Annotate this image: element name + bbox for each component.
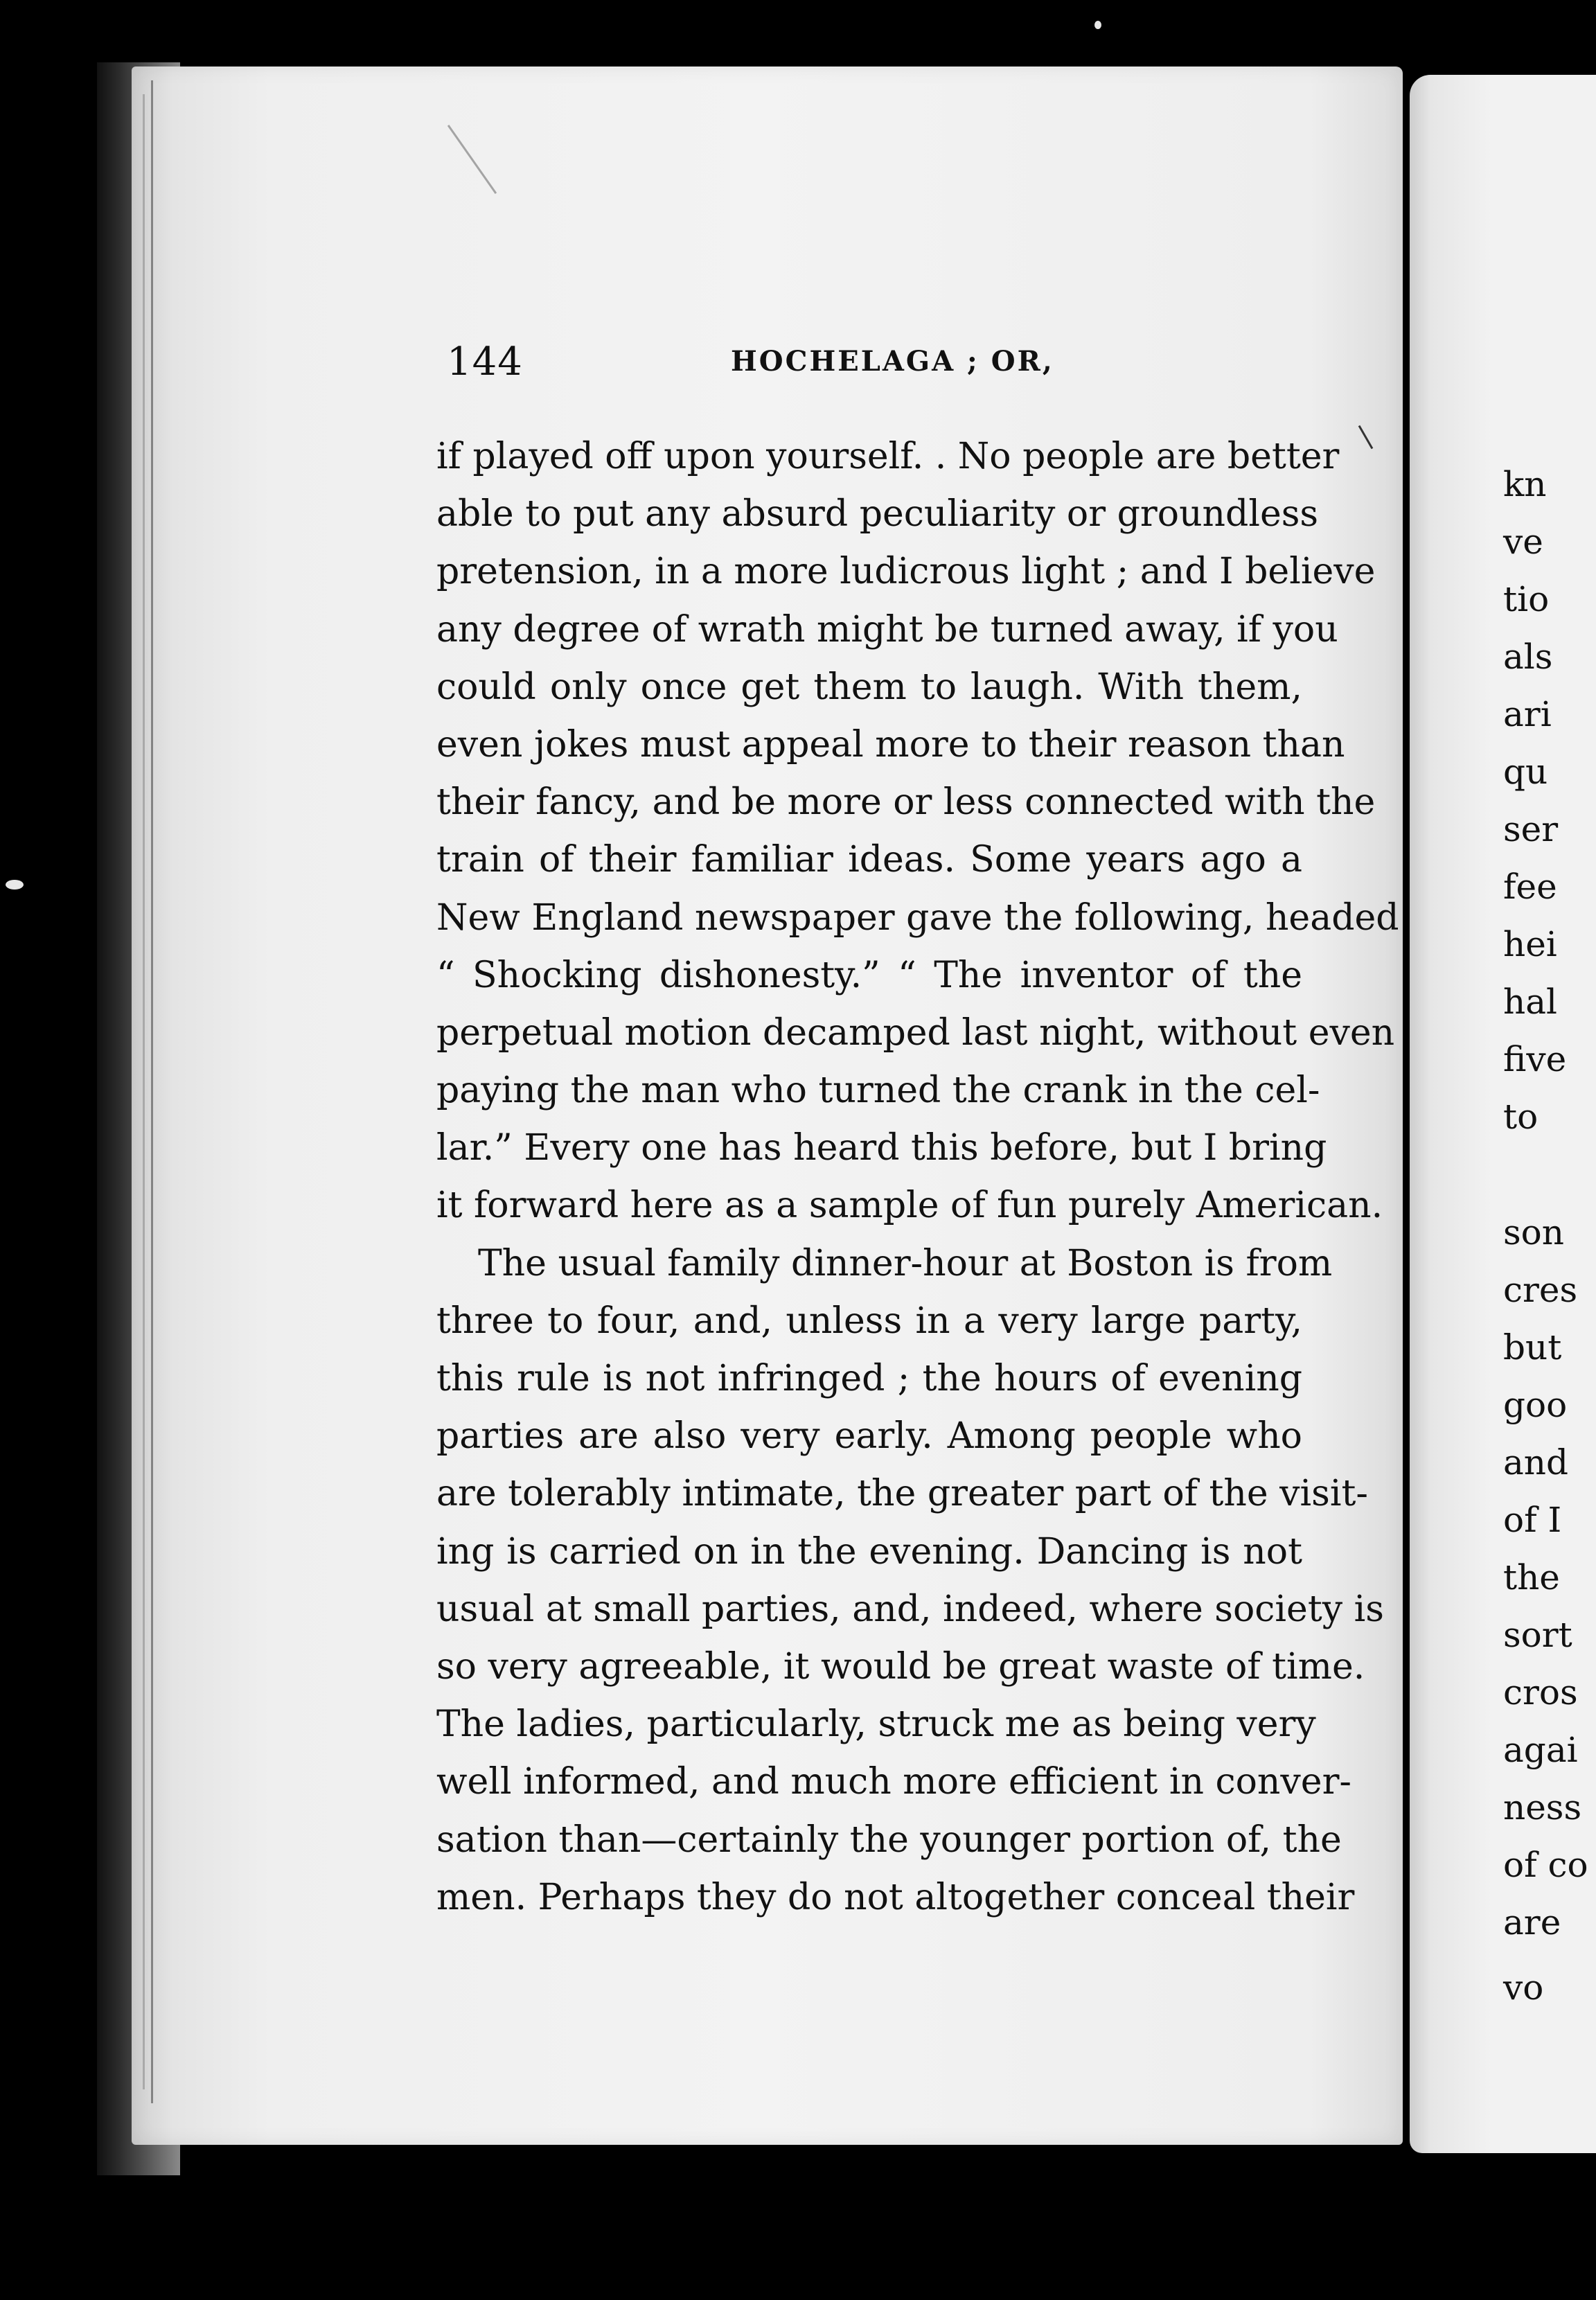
text-line: ing is carried on in the evening. Dancing is not <box>436 1530 1302 1573</box>
scan-speck <box>6 880 24 890</box>
text-fragment: kn <box>1503 464 1547 504</box>
page-edge-line <box>151 80 153 2103</box>
text-fragment: tio <box>1503 579 1550 619</box>
text-fragment: and <box>1503 1442 1569 1483</box>
text-line: usual at small parties, and, indeed, where society is <box>436 1588 1384 1630</box>
body-text <box>436 428 1399 1927</box>
text-fragment: sort <box>1503 1615 1572 1655</box>
text-line: their fancy, and be more or less connected with the <box>436 781 1376 824</box>
text-line: lar.” Every one has heard this before, but I bring <box>436 1127 1327 1169</box>
text-fragment: to <box>1503 1097 1539 1137</box>
text-line: could only once get them to laugh. With them, <box>436 666 1302 708</box>
text-line: paying the man who turned the crank in the cel- <box>436 1070 1320 1112</box>
text-fragment: qu <box>1503 752 1548 792</box>
page-edge-line <box>143 94 145 2089</box>
text-line: able to put any absurd peculiarity or groundless <box>436 493 1319 536</box>
text-line: The usual family dinner-hour at Boston is from <box>478 1242 1333 1284</box>
running-title: HOCHELAGA ; OR, <box>731 345 1054 378</box>
text-line: so very agreeable, it would be great waste of time. <box>436 1645 1365 1688</box>
text-fragment: fee <box>1503 867 1557 907</box>
text-fragment: cros <box>1503 1672 1578 1713</box>
text-fragment: ness <box>1503 1787 1582 1828</box>
text-fragment: hei <box>1503 924 1557 964</box>
text-fragment: goo <box>1503 1385 1568 1425</box>
text-line: “ Shocking dishonesty.” “ The inventor of the <box>436 954 1302 996</box>
text-line: train of their familiar ideas. Some years ago a <box>436 839 1302 881</box>
text-fragment: of I <box>1503 1500 1562 1540</box>
text-fragment: ser <box>1503 809 1559 849</box>
text-fragment: als <box>1503 637 1553 677</box>
text-line: parties are also very early. Among people who <box>436 1415 1302 1458</box>
scan-speck <box>1094 21 1101 29</box>
text-line: any degree of wrath might be turned away, if you <box>436 608 1338 651</box>
text-line: three to four, and, unless in a very large party, <box>436 1300 1302 1342</box>
text-fragment: ve <box>1503 522 1543 562</box>
text-line: pretension, in a more ludicrous light ; and I believe <box>436 551 1376 593</box>
text-line: this rule is not infringed ; the hours of evening <box>436 1358 1302 1399</box>
text-line: even jokes must appeal more to their reason than <box>436 723 1345 766</box>
text-fragment: hal <box>1503 982 1558 1022</box>
text-line: perpetual motion decamped last night, without even <box>436 1011 1395 1054</box>
text-fragment: five <box>1503 1039 1567 1079</box>
running-head <box>447 339 1306 388</box>
text-line: it forward here as a sample of fun purely American. <box>436 1185 1383 1227</box>
text-line: men. Perhaps they do not altogether conceal their <box>436 1876 1355 1918</box>
text-line: sation than—certainly the younger portion of, the <box>436 1819 1342 1861</box>
text-line: The ladies, particularly, struck me as being very <box>436 1704 1316 1746</box>
text-fragment: vo <box>1503 1967 1544 2008</box>
text-fragment: son <box>1503 1212 1564 1253</box>
text-fragment: cres <box>1503 1270 1578 1310</box>
text-fragment: ari <box>1503 694 1552 734</box>
text-fragment: agai <box>1503 1730 1578 1770</box>
text-line: if played off upon yourself. . No people are better <box>436 436 1340 477</box>
page-number: 144 <box>447 339 523 384</box>
text-fragment: the <box>1503 1557 1560 1598</box>
text-line: are tolerably intimate, the greater part of the visit- <box>436 1473 1368 1515</box>
text-line: New England newspaper gave the following, headed <box>436 896 1399 939</box>
text-fragment: of co <box>1503 1845 1588 1885</box>
text-fragment: are <box>1503 1902 1561 1943</box>
text-fragment: but <box>1503 1327 1562 1368</box>
text-line: well informed, and much more efficient in conver- <box>436 1761 1351 1803</box>
